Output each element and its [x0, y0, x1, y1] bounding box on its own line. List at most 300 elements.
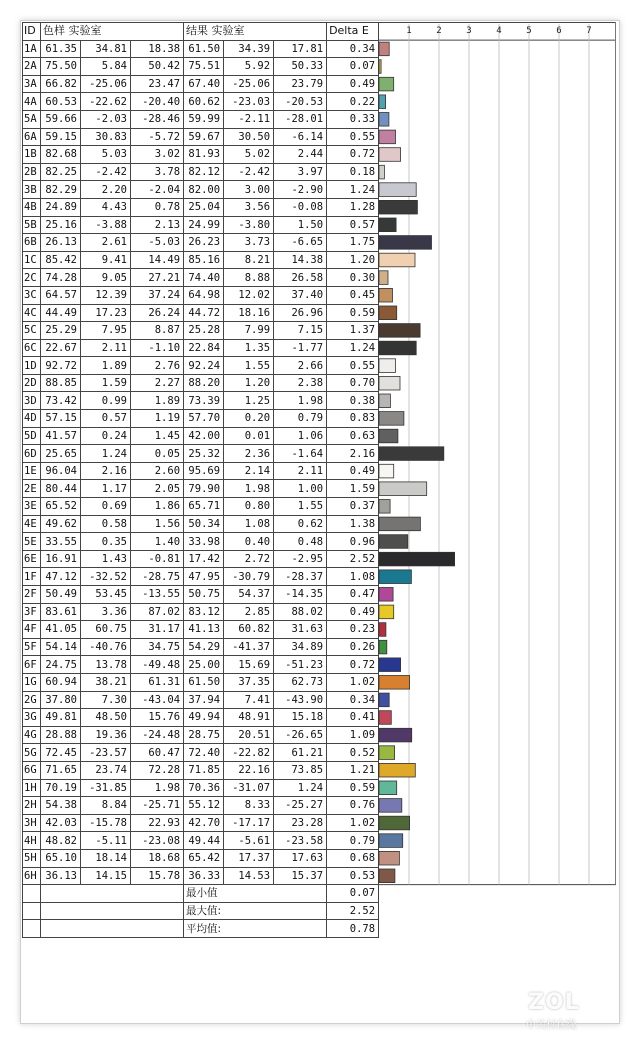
sample-a: 1.24	[81, 445, 131, 463]
patch-id: 2B	[23, 163, 41, 181]
delta-e-value: 0.23	[327, 621, 379, 639]
sample-b: 14.49	[131, 251, 184, 269]
summary-row	[23, 902, 379, 920]
sample-b: 0.78	[131, 198, 184, 216]
delta-e-value: 0.63	[327, 427, 379, 445]
table-row	[23, 691, 379, 709]
sample-b: -28.46	[131, 110, 184, 128]
sample-b: 2.13	[131, 216, 184, 234]
result-L: 22.84	[184, 339, 224, 357]
patch-id: 3G	[23, 709, 41, 727]
result-a: 34.39	[224, 40, 274, 58]
sample-b: 61.31	[131, 673, 184, 691]
patch-id: 5F	[23, 638, 41, 656]
delta-e-value: 1.24	[327, 339, 379, 357]
bar	[379, 324, 420, 338]
bar	[379, 711, 391, 725]
result-L: 82.12	[184, 163, 224, 181]
sample-b: 31.17	[131, 621, 184, 639]
sample-L: 24.89	[41, 198, 81, 216]
delta-e-value: 0.49	[327, 75, 379, 93]
result-a: 5.92	[224, 58, 274, 76]
patch-id: 4C	[23, 304, 41, 322]
result-b: -6.65	[274, 234, 327, 252]
result-a: 17.37	[224, 849, 274, 867]
sample-b: -2.04	[131, 181, 184, 199]
patch-id: 2F	[23, 586, 41, 604]
result-L: 25.04	[184, 198, 224, 216]
patch-id: 4D	[23, 410, 41, 428]
sample-a: 30.83	[81, 128, 131, 146]
bar	[379, 113, 389, 127]
bar	[379, 763, 415, 777]
table-row	[23, 40, 379, 58]
delta-e-value: 0.59	[327, 779, 379, 797]
table-row	[23, 726, 379, 744]
delta-e-value: 0.76	[327, 797, 379, 815]
delta-e-value: 0.18	[327, 163, 379, 181]
header-row	[23, 23, 379, 41]
delta-e-value: 0.47	[327, 586, 379, 604]
table-row	[23, 744, 379, 762]
patch-id: 4B	[23, 198, 41, 216]
result-b: -1.64	[274, 445, 327, 463]
delta-e-value: 0.49	[327, 462, 379, 480]
table-row	[23, 832, 379, 850]
result-L: 65.71	[184, 498, 224, 516]
patch-id: 5H	[23, 849, 41, 867]
result-a: 1.55	[224, 357, 274, 375]
sample-b: -5.03	[131, 234, 184, 252]
delta-e-table	[22, 22, 379, 938]
patch-id: 6H	[23, 867, 41, 885]
sample-L: 16.91	[41, 550, 81, 568]
table-row	[23, 603, 379, 621]
result-a: -5.61	[224, 832, 274, 850]
sample-L: 41.57	[41, 427, 81, 445]
result-a: 37.35	[224, 673, 274, 691]
result-b: -0.08	[274, 198, 327, 216]
sample-L: 96.04	[41, 462, 81, 480]
sample-L: 26.13	[41, 234, 81, 252]
bar	[379, 165, 384, 179]
sample-b: -23.08	[131, 832, 184, 850]
result-a: -22.82	[224, 744, 274, 762]
bar	[379, 851, 399, 865]
result-L: 64.98	[184, 286, 224, 304]
table-row	[23, 462, 379, 480]
result-L: 83.12	[184, 603, 224, 621]
bar	[379, 658, 401, 672]
sample-L: 83.61	[41, 603, 81, 621]
table-row	[23, 392, 379, 410]
result-a: 0.01	[224, 427, 274, 445]
delta-e-value: 0.96	[327, 533, 379, 551]
bar	[379, 869, 395, 883]
result-b: 2.44	[274, 146, 327, 164]
result-b: 1.06	[274, 427, 327, 445]
table-row	[23, 709, 379, 727]
sample-b: 0.05	[131, 445, 184, 463]
sample-L: 82.29	[41, 181, 81, 199]
sample-L: 82.25	[41, 163, 81, 181]
result-a: 60.82	[224, 621, 274, 639]
delta-e-value: 1.75	[327, 234, 379, 252]
bar	[379, 517, 420, 531]
result-L: 82.00	[184, 181, 224, 199]
bar	[379, 376, 400, 390]
patch-id: 5G	[23, 744, 41, 762]
delta-e-value: 0.53	[327, 867, 379, 885]
result-b: 2.66	[274, 357, 327, 375]
sample-L: 65.52	[41, 498, 81, 516]
patch-id: 1A	[23, 40, 41, 58]
sample-a: 1.89	[81, 357, 131, 375]
table-row	[23, 427, 379, 445]
delta-e-value: 0.49	[327, 603, 379, 621]
result-b: 1.00	[274, 480, 327, 498]
delta-e-value: 1.09	[327, 726, 379, 744]
sample-b: 37.24	[131, 286, 184, 304]
sample-a: 0.69	[81, 498, 131, 516]
bar	[379, 412, 404, 426]
sample-a: 53.45	[81, 586, 131, 604]
sample-L: 54.14	[41, 638, 81, 656]
bar	[379, 799, 402, 813]
result-b: 73.85	[274, 761, 327, 779]
result-a: 54.37	[224, 586, 274, 604]
result-b: 17.63	[274, 849, 327, 867]
sample-a: 0.24	[81, 427, 131, 445]
result-L: 73.39	[184, 392, 224, 410]
bar	[379, 693, 389, 707]
summary-blank-id	[23, 902, 41, 920]
result-L: 41.13	[184, 621, 224, 639]
bar	[379, 60, 381, 74]
table-row	[23, 181, 379, 199]
table-row	[23, 339, 379, 357]
patch-id: 4H	[23, 832, 41, 850]
sample-b: 23.47	[131, 75, 184, 93]
sample-b: 1.89	[131, 392, 184, 410]
table-row	[23, 673, 379, 691]
result-L: 57.70	[184, 410, 224, 428]
table-row	[23, 656, 379, 674]
result-b: 26.96	[274, 304, 327, 322]
sample-L: 57.15	[41, 410, 81, 428]
patch-id: 3E	[23, 498, 41, 516]
result-a: 7.41	[224, 691, 274, 709]
sample-a: -22.62	[81, 93, 131, 111]
result-L: 26.23	[184, 234, 224, 252]
result-b: 61.21	[274, 744, 327, 762]
sample-b: 2.60	[131, 462, 184, 480]
bar	[379, 676, 410, 690]
sample-b: -49.48	[131, 656, 184, 674]
result-a: -31.07	[224, 779, 274, 797]
sample-b: 34.75	[131, 638, 184, 656]
sample-a: 13.78	[81, 656, 131, 674]
sample-L: 42.03	[41, 814, 81, 832]
result-L: 61.50	[184, 40, 224, 58]
delta-e-value: 0.41	[327, 709, 379, 727]
result-a: -30.79	[224, 568, 274, 586]
sample-a: 4.43	[81, 198, 131, 216]
result-a: -2.42	[224, 163, 274, 181]
delta-e-value: 2.16	[327, 445, 379, 463]
table-row	[23, 110, 379, 128]
result-b: -25.27	[274, 797, 327, 815]
bar	[379, 570, 411, 584]
patch-id: 5A	[23, 110, 41, 128]
sample-L: 65.10	[41, 849, 81, 867]
table-row	[23, 58, 379, 76]
sample-b: 15.78	[131, 867, 184, 885]
result-b: 88.02	[274, 603, 327, 621]
result-b: -2.95	[274, 550, 327, 568]
patch-id: 2A	[23, 58, 41, 76]
delta-e-value: 0.59	[327, 304, 379, 322]
sample-b: -28.75	[131, 568, 184, 586]
result-b: 1.98	[274, 392, 327, 410]
result-L: 59.99	[184, 110, 224, 128]
result-a: -25.06	[224, 75, 274, 93]
result-L: 42.00	[184, 427, 224, 445]
sample-L: 44.49	[41, 304, 81, 322]
result-b: -20.53	[274, 93, 327, 111]
delta-e-value: 0.26	[327, 638, 379, 656]
sample-L: 25.16	[41, 216, 81, 234]
sample-b: 1.98	[131, 779, 184, 797]
result-L: 60.62	[184, 93, 224, 111]
result-a: -2.11	[224, 110, 274, 128]
delta-e-value: 0.83	[327, 410, 379, 428]
bar	[379, 271, 388, 285]
x-tick-label: 6	[556, 26, 562, 36]
patch-id: 6C	[23, 339, 41, 357]
table-row	[23, 75, 379, 93]
table-row	[23, 410, 379, 428]
patch-id: 5D	[23, 427, 41, 445]
sample-L: 70.19	[41, 779, 81, 797]
result-b: 62.73	[274, 673, 327, 691]
patch-id: 1D	[23, 357, 41, 375]
patch-id: 6E	[23, 550, 41, 568]
table-row	[23, 550, 379, 568]
patch-id: 2G	[23, 691, 41, 709]
result-b: -43.90	[274, 691, 327, 709]
result-a: 8.88	[224, 269, 274, 287]
summary-row	[23, 885, 379, 903]
table-row	[23, 761, 379, 779]
summary-blank-id	[23, 885, 41, 903]
patch-id: 4G	[23, 726, 41, 744]
sample-L: 25.29	[41, 322, 81, 340]
bar	[379, 482, 427, 496]
bar	[379, 429, 398, 443]
result-a: 8.33	[224, 797, 274, 815]
bar	[379, 447, 444, 461]
delta-e-value: 1.08	[327, 568, 379, 586]
sample-b: 2.05	[131, 480, 184, 498]
sample-b: -0.81	[131, 550, 184, 568]
sample-a: 1.17	[81, 480, 131, 498]
sample-b: -24.48	[131, 726, 184, 744]
result-L: 85.16	[184, 251, 224, 269]
summary-row	[23, 920, 379, 938]
summary-blank-id	[23, 920, 41, 938]
patch-id: 1E	[23, 462, 41, 480]
bar	[379, 253, 415, 267]
sample-L: 73.42	[41, 392, 81, 410]
delta-e-value: 0.55	[327, 357, 379, 375]
result-a: 3.56	[224, 198, 274, 216]
result-L: 33.98	[184, 533, 224, 551]
bar	[379, 728, 412, 742]
result-L: 95.69	[184, 462, 224, 480]
delta-e-value: 1.24	[327, 181, 379, 199]
result-a: 1.35	[224, 339, 274, 357]
x-tick-label: 7	[586, 26, 592, 36]
sample-a: -2.42	[81, 163, 131, 181]
header-delta: Delta E	[327, 23, 379, 41]
sample-b: 27.21	[131, 269, 184, 287]
bar	[379, 218, 396, 232]
table-row	[23, 480, 379, 498]
summary-value: 2.52	[327, 902, 379, 920]
table-row	[23, 234, 379, 252]
patch-id: 4A	[23, 93, 41, 111]
sample-L: 49.81	[41, 709, 81, 727]
bar	[379, 535, 408, 549]
sample-b: 2.76	[131, 357, 184, 375]
summary-label: 最大值:	[184, 902, 327, 920]
result-a: 1.08	[224, 515, 274, 533]
sample-a: 0.99	[81, 392, 131, 410]
result-L: 92.24	[184, 357, 224, 375]
x-tick-label: 1	[406, 26, 412, 36]
result-a: 22.16	[224, 761, 274, 779]
result-L: 81.93	[184, 146, 224, 164]
patch-id: 2H	[23, 797, 41, 815]
patch-id: 3B	[23, 181, 41, 199]
sample-L: 36.13	[41, 867, 81, 885]
delta-e-value: 0.45	[327, 286, 379, 304]
result-L: 79.90	[184, 480, 224, 498]
bar	[379, 341, 416, 355]
sample-L: 92.72	[41, 357, 81, 375]
result-L: 17.42	[184, 550, 224, 568]
result-a: 12.02	[224, 286, 274, 304]
delta-e-value: 0.34	[327, 691, 379, 709]
result-L: 49.94	[184, 709, 224, 727]
sample-L: 25.65	[41, 445, 81, 463]
result-b: 34.89	[274, 638, 327, 656]
result-b: 1.50	[274, 216, 327, 234]
result-b: 0.48	[274, 533, 327, 551]
sample-L: 49.62	[41, 515, 81, 533]
sample-b: 3.02	[131, 146, 184, 164]
table-row	[23, 533, 379, 551]
bar	[379, 95, 386, 109]
result-a: -3.80	[224, 216, 274, 234]
result-L: 70.36	[184, 779, 224, 797]
delta-e-value: 1.38	[327, 515, 379, 533]
sample-a: -25.06	[81, 75, 131, 93]
summary-blank	[41, 902, 184, 920]
delta-e-value: 0.68	[327, 849, 379, 867]
sample-L: 48.82	[41, 832, 81, 850]
sample-a: 5.84	[81, 58, 131, 76]
result-a: 1.25	[224, 392, 274, 410]
sample-a: 2.11	[81, 339, 131, 357]
result-L: 44.72	[184, 304, 224, 322]
delta-e-value: 0.34	[327, 40, 379, 58]
sample-L: 64.57	[41, 286, 81, 304]
sample-a: 0.35	[81, 533, 131, 551]
table-row	[23, 621, 379, 639]
sample-a: -31.85	[81, 779, 131, 797]
result-a: -41.37	[224, 638, 274, 656]
table-row	[23, 568, 379, 586]
result-a: 0.80	[224, 498, 274, 516]
result-a: 15.69	[224, 656, 274, 674]
patch-id: 2E	[23, 480, 41, 498]
delta-e-value: 1.21	[327, 761, 379, 779]
sample-a: 48.50	[81, 709, 131, 727]
result-L: 65.42	[184, 849, 224, 867]
sample-L: 50.49	[41, 586, 81, 604]
result-a: 20.51	[224, 726, 274, 744]
delta-e-value: 0.07	[327, 58, 379, 76]
result-L: 49.44	[184, 832, 224, 850]
sample-b: -20.40	[131, 93, 184, 111]
table-row	[23, 93, 379, 111]
sample-a: -3.88	[81, 216, 131, 234]
delta-e-value: 1.20	[327, 251, 379, 269]
table-row	[23, 322, 379, 340]
result-b: 2.11	[274, 462, 327, 480]
result-L: 50.34	[184, 515, 224, 533]
patch-id: 1G	[23, 673, 41, 691]
patch-id: 1B	[23, 146, 41, 164]
result-b: 23.79	[274, 75, 327, 93]
result-b: -26.65	[274, 726, 327, 744]
sample-a: 23.74	[81, 761, 131, 779]
zol-watermark	[522, 992, 602, 1032]
bar	[379, 200, 417, 214]
sample-a: 17.23	[81, 304, 131, 322]
table-row	[23, 515, 379, 533]
table-row	[23, 867, 379, 885]
result-b: 0.79	[274, 410, 327, 428]
result-b: -51.23	[274, 656, 327, 674]
table-row	[23, 128, 379, 146]
sample-b: -5.72	[131, 128, 184, 146]
result-L: 61.50	[184, 673, 224, 691]
x-tick-label: 5	[526, 26, 532, 36]
bar	[379, 464, 394, 478]
result-b: 1.55	[274, 498, 327, 516]
delta-e-value: 1.28	[327, 198, 379, 216]
sample-L: 59.15	[41, 128, 81, 146]
result-L: 36.33	[184, 867, 224, 885]
sample-a: 18.14	[81, 849, 131, 867]
result-a: 7.99	[224, 322, 274, 340]
sample-a: -40.76	[81, 638, 131, 656]
result-b: 17.81	[274, 40, 327, 58]
result-b: 1.24	[274, 779, 327, 797]
